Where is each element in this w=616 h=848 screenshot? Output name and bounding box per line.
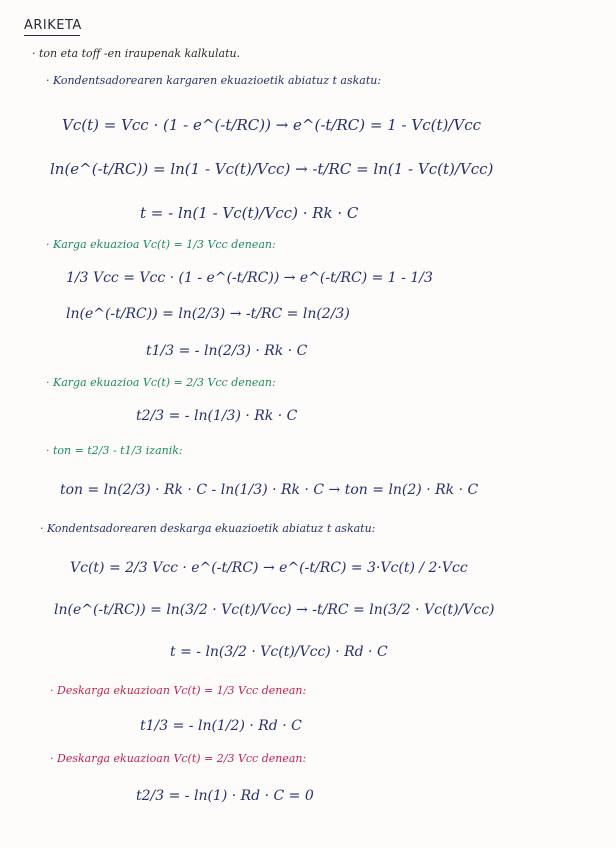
t-two-thirds-discharge: t2/3 = - ln(1) · Rd · C = 0 <box>136 788 314 804</box>
ton-heading: · ton = t2/3 - t1/3 izanik: <box>46 444 183 457</box>
discharge-ln-equation: ln(e^(-t/RC)) = ln(3/2 · Vc(t)/Vcc) → -t/RC = ln(3/2 · Vc(t)/Vcc) <box>54 602 495 618</box>
charge-two-thirds-heading: · Karga ekuazioa Vc(t) = 2/3 Vcc denean: <box>46 376 276 389</box>
charge-one-third-ln: ln(e^(-t/RC)) = ln(2/3) → -t/RC = ln(2/3) <box>66 306 350 322</box>
discharge-equation: Vc(t) = 2/3 Vcc · e^(-t/RC) → e^(-t/RC) = 3·Vc(t) / 2·Vcc <box>70 560 468 576</box>
charge-one-third-equation: 1/3 Vcc = Vcc · (1 - e^(-t/RC)) → e^(-t/RC) = 1 - 1/3 <box>66 270 433 286</box>
charge-equation: Vc(t) = Vcc · (1 - e^(-t/RC)) → e^(-t/RC) = 1 - Vc(t)/Vcc <box>62 116 482 134</box>
charge-t-solution: t = - ln(1 - Vc(t)/Vcc) · Rk · C <box>140 204 359 222</box>
title-underline <box>24 35 80 36</box>
discharge-one-third-heading: · Deskarga ekuazioan Vc(t) = 1/3 Vcc denean: <box>50 684 307 697</box>
t-one-third-charge: t1/3 = - ln(2/3) · Rk · C <box>146 343 308 359</box>
charge-one-third-heading: · Karga ekuazioa Vc(t) = 1/3 Vcc denean: <box>46 238 276 251</box>
discharge-intro-line: · Kondentsadorearen deskarga ekuazioetik abiatuz t askatu: <box>40 522 376 535</box>
ton-result: ton = ln(2/3) · Rk · C - ln(1/3) · Rk · C → ton = ln(2) · Rk · C <box>60 482 479 498</box>
t-two-thirds-charge: t2/3 = - ln(1/3) · Rk · C <box>136 408 298 424</box>
task-line: · ton eta toff -en iraupenak kalkulatu. <box>32 47 241 60</box>
discharge-t-solution: t = - ln(3/2 · Vc(t)/Vcc) · Rd · C <box>170 644 388 660</box>
charge-ln-equation: ln(e^(-t/RC)) = ln(1 - Vc(t)/Vcc) → -t/RC = ln(1 - Vc(t)/Vcc) <box>50 160 494 178</box>
charge-intro-line: · Kondentsadorearen kargaren ekuazioetik abiatuz t askatu: <box>46 74 382 87</box>
discharge-two-thirds-heading: · Deskarga ekuazioan Vc(t) = 2/3 Vcc denean: <box>50 752 307 765</box>
t-one-third-discharge: t1/3 = - ln(1/2) · Rd · C <box>140 718 302 734</box>
page-title: ARIKETA <box>24 18 82 33</box>
